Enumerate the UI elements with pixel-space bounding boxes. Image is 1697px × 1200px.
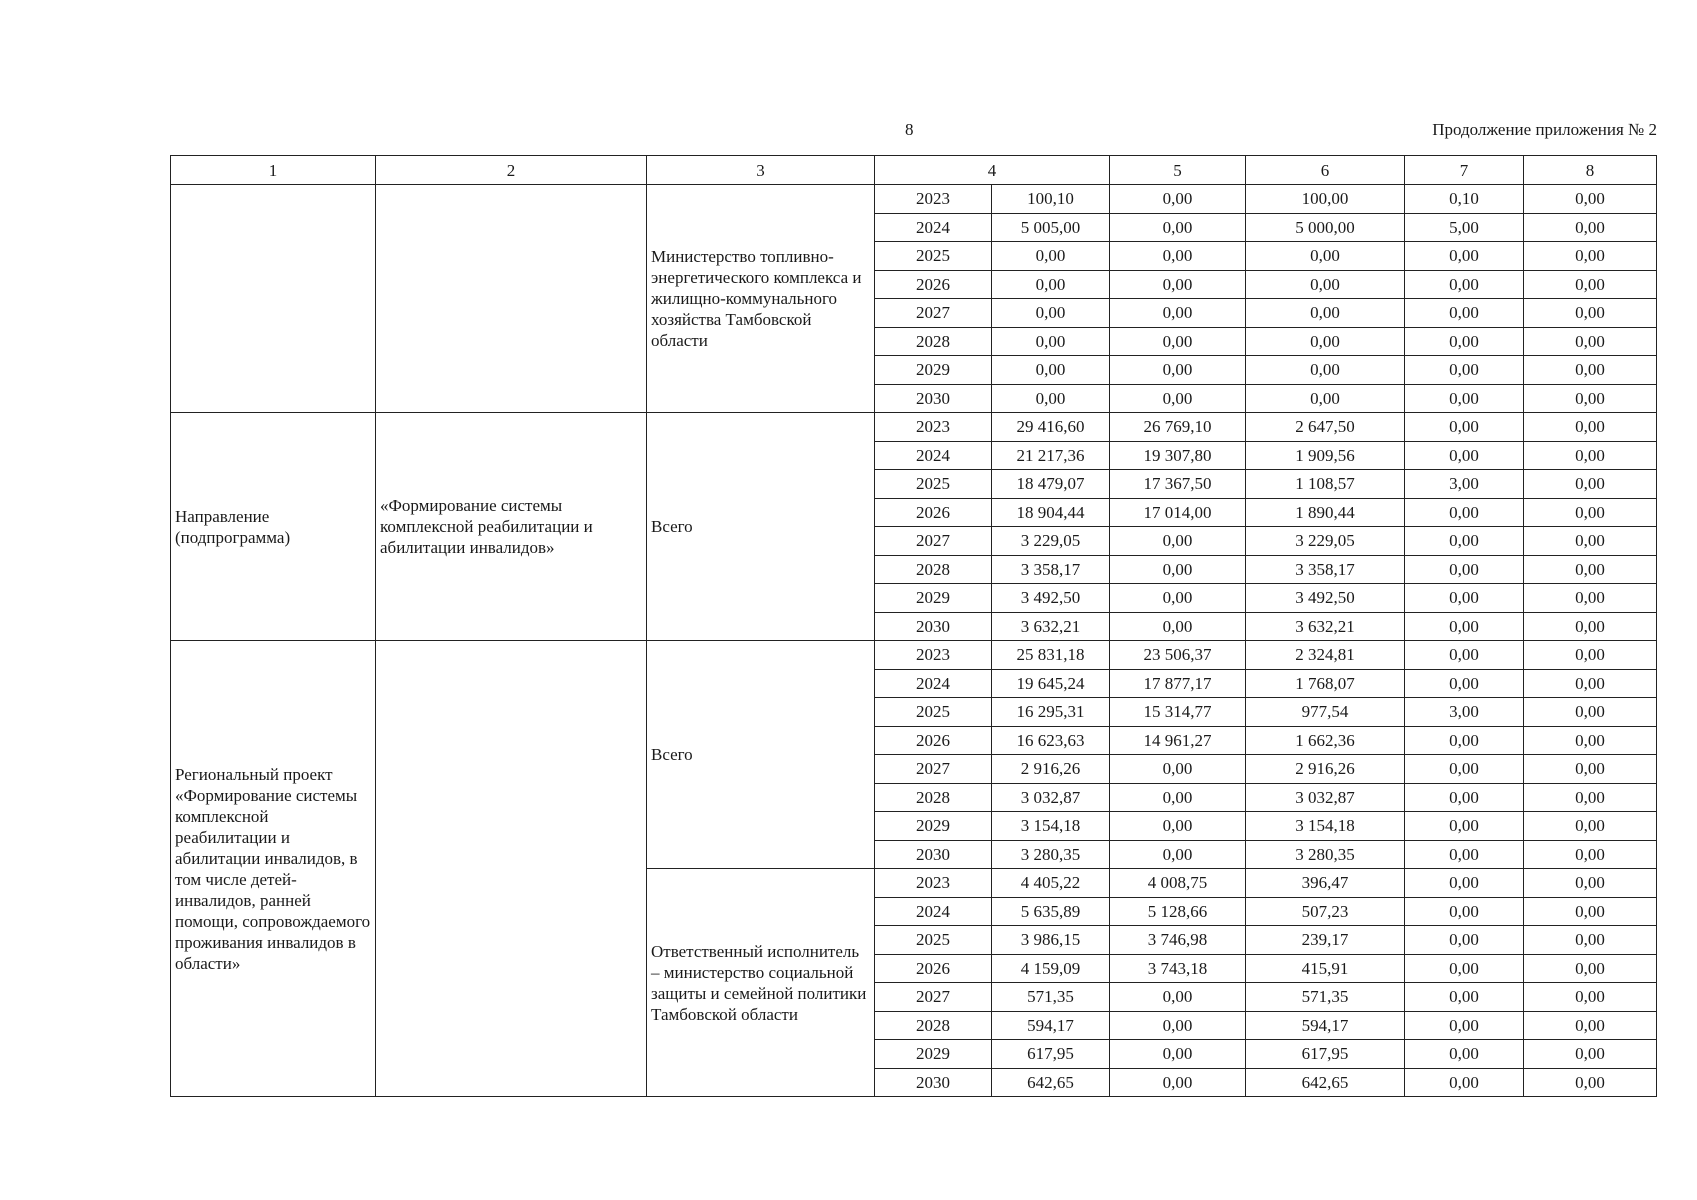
year-cell: 2024 bbox=[875, 669, 992, 698]
column-header: 3 bbox=[647, 156, 875, 185]
federal-cell: 15 314,77 bbox=[1110, 698, 1246, 727]
other-cell: 0,00 bbox=[1524, 555, 1657, 584]
other-cell: 0,00 bbox=[1524, 584, 1657, 613]
other-cell: 0,00 bbox=[1524, 698, 1657, 727]
federal-cell: 0,00 bbox=[1110, 840, 1246, 869]
regional-cell: 100,00 bbox=[1246, 185, 1405, 214]
local-cell: 0,00 bbox=[1405, 299, 1524, 328]
total-cell: 4 159,09 bbox=[992, 954, 1110, 983]
year-cell: 2028 bbox=[875, 783, 992, 812]
column-header: 2 bbox=[376, 156, 647, 185]
total-cell: 3 632,21 bbox=[992, 612, 1110, 641]
other-cell: 0,00 bbox=[1524, 897, 1657, 926]
column-header: 4 bbox=[875, 156, 1110, 185]
table-row bbox=[171, 641, 1657, 670]
federal-cell: 17 014,00 bbox=[1110, 498, 1246, 527]
table-row bbox=[171, 413, 1657, 442]
local-cell: 0,00 bbox=[1405, 641, 1524, 670]
other-cell: 0,00 bbox=[1524, 384, 1657, 413]
federal-cell: 5 128,66 bbox=[1110, 897, 1246, 926]
local-cell: 0,00 bbox=[1405, 384, 1524, 413]
federal-cell: 0,00 bbox=[1110, 1040, 1246, 1069]
local-cell: 0,00 bbox=[1405, 441, 1524, 470]
year-cell: 2026 bbox=[875, 498, 992, 527]
federal-cell: 0,00 bbox=[1110, 213, 1246, 242]
regional-cell: 1 890,44 bbox=[1246, 498, 1405, 527]
federal-cell: 0,00 bbox=[1110, 327, 1246, 356]
other-cell: 0,00 bbox=[1524, 1011, 1657, 1040]
item-type-cell: Региональный проект «Формирование системы комплексной реабилитации и абилитации инвалидов, в том числе детей-инвалидов, ранней помощи, сопровождаемого проживания инвалидов в области» bbox=[171, 641, 376, 1097]
header-row bbox=[171, 156, 1657, 185]
year-cell: 2025 bbox=[875, 242, 992, 271]
total-cell: 617,95 bbox=[992, 1040, 1110, 1069]
year-cell: 2028 bbox=[875, 327, 992, 356]
federal-cell: 0,00 bbox=[1110, 584, 1246, 613]
other-cell: 0,00 bbox=[1524, 783, 1657, 812]
local-cell: 0,00 bbox=[1405, 270, 1524, 299]
total-cell: 594,17 bbox=[992, 1011, 1110, 1040]
local-cell: 3,00 bbox=[1405, 698, 1524, 727]
total-cell: 3 492,50 bbox=[992, 584, 1110, 613]
year-cell: 2029 bbox=[875, 356, 992, 385]
local-cell: 0,00 bbox=[1405, 1040, 1524, 1069]
regional-cell: 1 909,56 bbox=[1246, 441, 1405, 470]
year-cell: 2023 bbox=[875, 413, 992, 442]
year-cell: 2027 bbox=[875, 983, 992, 1012]
regional-cell: 594,17 bbox=[1246, 1011, 1405, 1040]
year-cell: 2024 bbox=[875, 213, 992, 242]
year-cell: 2029 bbox=[875, 584, 992, 613]
total-cell: 18 479,07 bbox=[992, 470, 1110, 499]
regional-cell: 3 154,18 bbox=[1246, 812, 1405, 841]
year-cell: 2029 bbox=[875, 812, 992, 841]
year-cell: 2027 bbox=[875, 755, 992, 784]
federal-cell: 0,00 bbox=[1110, 527, 1246, 556]
year-cell: 2026 bbox=[875, 270, 992, 299]
other-cell: 0,00 bbox=[1524, 612, 1657, 641]
local-cell: 0,00 bbox=[1405, 356, 1524, 385]
year-cell: 2023 bbox=[875, 185, 992, 214]
federal-cell: 0,00 bbox=[1110, 555, 1246, 584]
other-cell: 0,00 bbox=[1524, 669, 1657, 698]
column-header: 8 bbox=[1524, 156, 1657, 185]
local-cell: 0,00 bbox=[1405, 555, 1524, 584]
local-cell: 0,00 bbox=[1405, 983, 1524, 1012]
regional-cell: 239,17 bbox=[1246, 926, 1405, 955]
regional-cell: 1 108,57 bbox=[1246, 470, 1405, 499]
executor-cell: Ответственный исполнитель – министерство социальной защиты и семейной политики Тамбовской области bbox=[647, 869, 875, 1097]
total-cell: 3 280,35 bbox=[992, 840, 1110, 869]
local-cell: 0,00 bbox=[1405, 726, 1524, 755]
federal-cell: 3 743,18 bbox=[1110, 954, 1246, 983]
item-name-cell: «Формирование системы комплексной реабилитации и абилитации инвалидов» bbox=[376, 413, 647, 641]
total-cell: 3 986,15 bbox=[992, 926, 1110, 955]
regional-cell: 3 280,35 bbox=[1246, 840, 1405, 869]
total-cell: 0,00 bbox=[992, 327, 1110, 356]
federal-cell: 0,00 bbox=[1110, 783, 1246, 812]
year-cell: 2024 bbox=[875, 441, 992, 470]
year-cell: 2030 bbox=[875, 1068, 992, 1097]
federal-cell: 4 008,75 bbox=[1110, 869, 1246, 898]
local-cell: 0,00 bbox=[1405, 1068, 1524, 1097]
regional-cell: 571,35 bbox=[1246, 983, 1405, 1012]
year-cell: 2030 bbox=[875, 612, 992, 641]
federal-cell: 0,00 bbox=[1110, 983, 1246, 1012]
column-header: 7 bbox=[1405, 156, 1524, 185]
column-header: 5 bbox=[1110, 156, 1246, 185]
column-header: 1 bbox=[171, 156, 376, 185]
other-cell: 0,00 bbox=[1524, 270, 1657, 299]
column-header: 6 bbox=[1246, 156, 1405, 185]
other-cell: 0,00 bbox=[1524, 441, 1657, 470]
federal-cell: 3 746,98 bbox=[1110, 926, 1246, 955]
total-cell: 0,00 bbox=[992, 384, 1110, 413]
total-cell: 3 358,17 bbox=[992, 555, 1110, 584]
year-cell: 2028 bbox=[875, 1011, 992, 1040]
local-cell: 0,00 bbox=[1405, 812, 1524, 841]
total-cell: 0,00 bbox=[992, 299, 1110, 328]
year-cell: 2027 bbox=[875, 527, 992, 556]
federal-cell: 0,00 bbox=[1110, 384, 1246, 413]
other-cell: 0,00 bbox=[1524, 470, 1657, 499]
executor-cell: Всего bbox=[647, 641, 875, 869]
year-cell: 2023 bbox=[875, 869, 992, 898]
federal-cell: 0,00 bbox=[1110, 755, 1246, 784]
regional-cell: 415,91 bbox=[1246, 954, 1405, 983]
local-cell: 0,10 bbox=[1405, 185, 1524, 214]
regional-cell: 642,65 bbox=[1246, 1068, 1405, 1097]
total-cell: 16 623,63 bbox=[992, 726, 1110, 755]
year-cell: 2025 bbox=[875, 926, 992, 955]
year-cell: 2025 bbox=[875, 470, 992, 499]
year-cell: 2026 bbox=[875, 726, 992, 755]
local-cell: 3,00 bbox=[1405, 470, 1524, 499]
local-cell: 0,00 bbox=[1405, 755, 1524, 784]
federal-cell: 14 961,27 bbox=[1110, 726, 1246, 755]
other-cell: 0,00 bbox=[1524, 356, 1657, 385]
regional-cell: 1 662,36 bbox=[1246, 726, 1405, 755]
other-cell: 0,00 bbox=[1524, 242, 1657, 271]
year-cell: 2028 bbox=[875, 555, 992, 584]
federal-cell: 23 506,37 bbox=[1110, 641, 1246, 670]
total-cell: 5 635,89 bbox=[992, 897, 1110, 926]
total-cell: 642,65 bbox=[992, 1068, 1110, 1097]
local-cell: 0,00 bbox=[1405, 954, 1524, 983]
local-cell: 0,00 bbox=[1405, 612, 1524, 641]
federal-cell: 0,00 bbox=[1110, 299, 1246, 328]
regional-cell: 2 324,81 bbox=[1246, 641, 1405, 670]
other-cell: 0,00 bbox=[1524, 755, 1657, 784]
total-cell: 0,00 bbox=[992, 270, 1110, 299]
other-cell: 0,00 bbox=[1524, 527, 1657, 556]
regional-cell: 396,47 bbox=[1246, 869, 1405, 898]
local-cell: 0,00 bbox=[1405, 584, 1524, 613]
federal-cell: 0,00 bbox=[1110, 185, 1246, 214]
regional-cell: 5 000,00 bbox=[1246, 213, 1405, 242]
year-cell: 2025 bbox=[875, 698, 992, 727]
other-cell: 0,00 bbox=[1524, 926, 1657, 955]
federal-cell: 0,00 bbox=[1110, 812, 1246, 841]
year-cell: 2026 bbox=[875, 954, 992, 983]
regional-cell: 0,00 bbox=[1246, 384, 1405, 413]
item-name-cell bbox=[376, 641, 647, 1097]
year-cell: 2030 bbox=[875, 840, 992, 869]
local-cell: 0,00 bbox=[1405, 869, 1524, 898]
federal-cell: 0,00 bbox=[1110, 270, 1246, 299]
other-cell: 0,00 bbox=[1524, 498, 1657, 527]
federal-cell: 19 307,80 bbox=[1110, 441, 1246, 470]
budget-table bbox=[170, 155, 1657, 1097]
other-cell: 0,00 bbox=[1524, 954, 1657, 983]
year-cell: 2029 bbox=[875, 1040, 992, 1069]
regional-cell: 617,95 bbox=[1246, 1040, 1405, 1069]
other-cell: 0,00 bbox=[1524, 641, 1657, 670]
total-cell: 2 916,26 bbox=[992, 755, 1110, 784]
other-cell: 0,00 bbox=[1524, 840, 1657, 869]
total-cell: 25 831,18 bbox=[992, 641, 1110, 670]
regional-cell: 0,00 bbox=[1246, 299, 1405, 328]
regional-cell: 507,23 bbox=[1246, 897, 1405, 926]
local-cell: 0,00 bbox=[1405, 242, 1524, 271]
year-cell: 2027 bbox=[875, 299, 992, 328]
regional-cell: 2 916,26 bbox=[1246, 755, 1405, 784]
year-cell: 2024 bbox=[875, 897, 992, 926]
total-cell: 4 405,22 bbox=[992, 869, 1110, 898]
other-cell: 0,00 bbox=[1524, 413, 1657, 442]
other-cell: 0,00 bbox=[1524, 327, 1657, 356]
other-cell: 0,00 bbox=[1524, 213, 1657, 242]
other-cell: 0,00 bbox=[1524, 726, 1657, 755]
local-cell: 0,00 bbox=[1405, 669, 1524, 698]
local-cell: 0,00 bbox=[1405, 413, 1524, 442]
other-cell: 0,00 bbox=[1524, 1040, 1657, 1069]
other-cell: 0,00 bbox=[1524, 869, 1657, 898]
regional-cell: 977,54 bbox=[1246, 698, 1405, 727]
other-cell: 0,00 bbox=[1524, 299, 1657, 328]
total-cell: 16 295,31 bbox=[992, 698, 1110, 727]
federal-cell: 17 367,50 bbox=[1110, 470, 1246, 499]
federal-cell: 17 877,17 bbox=[1110, 669, 1246, 698]
item-name-cell bbox=[376, 185, 647, 413]
total-cell: 0,00 bbox=[992, 356, 1110, 385]
page-number: 8 bbox=[905, 120, 914, 139]
federal-cell: 0,00 bbox=[1110, 356, 1246, 385]
local-cell: 0,00 bbox=[1405, 783, 1524, 812]
regional-cell: 3 492,50 bbox=[1246, 584, 1405, 613]
year-cell: 2030 bbox=[875, 384, 992, 413]
total-cell: 3 032,87 bbox=[992, 783, 1110, 812]
regional-cell: 0,00 bbox=[1246, 270, 1405, 299]
local-cell: 0,00 bbox=[1405, 327, 1524, 356]
federal-cell: 0,00 bbox=[1110, 1068, 1246, 1097]
total-cell: 3 229,05 bbox=[992, 527, 1110, 556]
regional-cell: 3 032,87 bbox=[1246, 783, 1405, 812]
regional-cell: 1 768,07 bbox=[1246, 669, 1405, 698]
total-cell: 21 217,36 bbox=[992, 441, 1110, 470]
regional-cell: 3 358,17 bbox=[1246, 555, 1405, 584]
local-cell: 0,00 bbox=[1405, 527, 1524, 556]
total-cell: 18 904,44 bbox=[992, 498, 1110, 527]
local-cell: 0,00 bbox=[1405, 840, 1524, 869]
regional-cell: 0,00 bbox=[1246, 327, 1405, 356]
federal-cell: 0,00 bbox=[1110, 242, 1246, 271]
other-cell: 0,00 bbox=[1524, 812, 1657, 841]
total-cell: 0,00 bbox=[992, 242, 1110, 271]
other-cell: 0,00 bbox=[1524, 185, 1657, 214]
local-cell: 0,00 bbox=[1405, 1011, 1524, 1040]
regional-cell: 0,00 bbox=[1246, 356, 1405, 385]
executor-cell: Министерство топливно-энергетического комплекса и жилищно-коммунального хозяйства Тамбовской области bbox=[647, 185, 875, 413]
total-cell: 29 416,60 bbox=[992, 413, 1110, 442]
local-cell: 5,00 bbox=[1405, 213, 1524, 242]
local-cell: 0,00 bbox=[1405, 897, 1524, 926]
federal-cell: 0,00 bbox=[1110, 612, 1246, 641]
total-cell: 100,10 bbox=[992, 185, 1110, 214]
appendix-continuation-label: Продолжение приложения № 2 bbox=[1432, 120, 1657, 139]
total-cell: 3 154,18 bbox=[992, 812, 1110, 841]
regional-cell: 3 632,21 bbox=[1246, 612, 1405, 641]
regional-cell: 0,00 bbox=[1246, 242, 1405, 271]
federal-cell: 0,00 bbox=[1110, 1011, 1246, 1040]
federal-cell: 26 769,10 bbox=[1110, 413, 1246, 442]
regional-cell: 3 229,05 bbox=[1246, 527, 1405, 556]
executor-cell: Всего bbox=[647, 413, 875, 641]
local-cell: 0,00 bbox=[1405, 926, 1524, 955]
table-row bbox=[171, 185, 1657, 214]
regional-cell: 2 647,50 bbox=[1246, 413, 1405, 442]
item-type-cell bbox=[171, 185, 376, 413]
year-cell: 2023 bbox=[875, 641, 992, 670]
total-cell: 571,35 bbox=[992, 983, 1110, 1012]
other-cell: 0,00 bbox=[1524, 1068, 1657, 1097]
other-cell: 0,00 bbox=[1524, 983, 1657, 1012]
total-cell: 5 005,00 bbox=[992, 213, 1110, 242]
local-cell: 0,00 bbox=[1405, 498, 1524, 527]
total-cell: 19 645,24 bbox=[992, 669, 1110, 698]
item-type-cell: Направление (подпрограмма) bbox=[171, 413, 376, 641]
